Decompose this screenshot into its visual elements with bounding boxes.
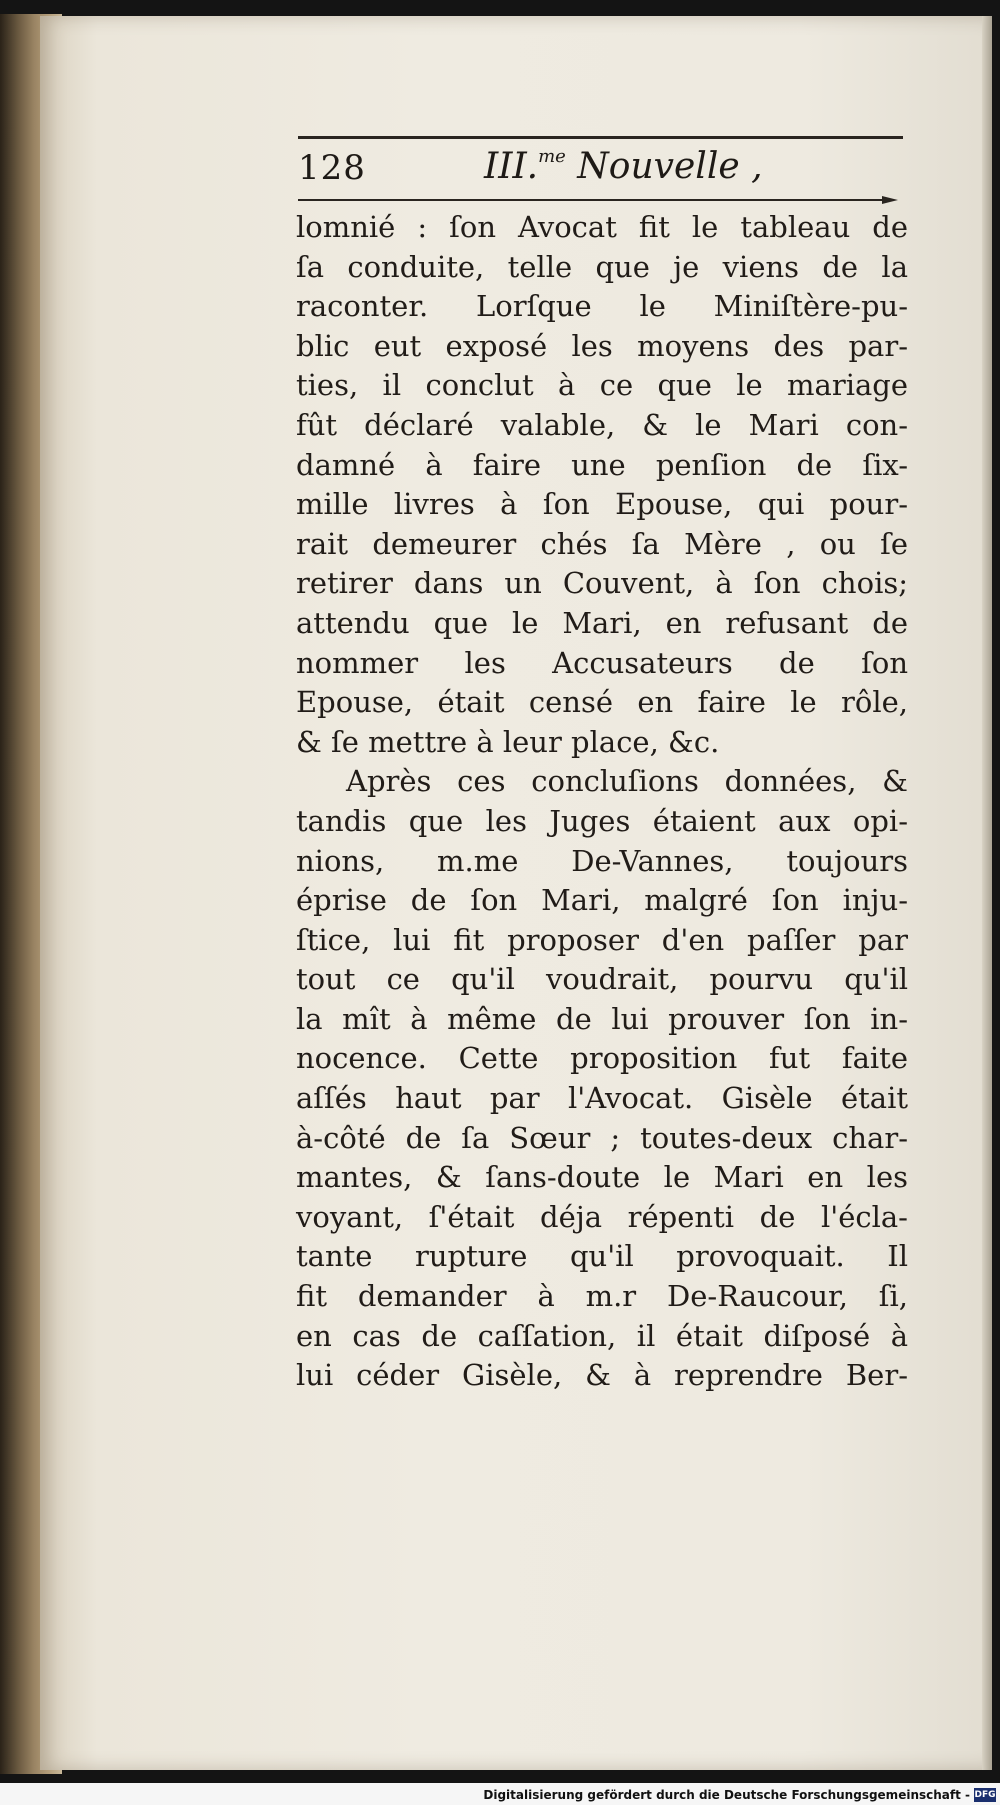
- text-line: raconter. Lorſque le Miniſtère-pu-: [296, 289, 908, 324]
- text-line: Epouse, était censé en faire le rôle,: [296, 685, 908, 720]
- footer-bar: [0, 1783, 1000, 1805]
- text-line: nommer les Accusateurs de ſon: [296, 645, 908, 680]
- text-line: fit demander à m.r De-Raucour, ſi,: [296, 1279, 908, 1314]
- text-line: retirer dans un Couvent, à ſon chois;: [296, 566, 908, 601]
- text-line: lui céder Gisèle, & à reprendre Ber-: [296, 1358, 908, 1393]
- running-head: [298, 146, 903, 196]
- text-line: ties, il conclut à ce que le mariage: [296, 368, 908, 403]
- header-rule-bottom: [298, 199, 884, 201]
- text-line: attendu que le Mari, en refusant de: [296, 605, 908, 640]
- body-text: [296, 208, 908, 1396]
- text-line: voyant, ſ'était déja répenti de l'écla-: [296, 1199, 908, 1234]
- text-line: rait demeurer chés ſa Mère , ou ſe: [296, 526, 908, 561]
- text-line: mille livres à ſon Epouse, qui pour-: [296, 487, 908, 522]
- text-line: la mît à même de lui prouver ſon in-: [296, 1001, 908, 1036]
- running-head-title: [484, 146, 763, 187]
- text-line: ſa conduite, telle que je viens de la: [296, 249, 908, 284]
- digitization-credit: Digitalisierung gefördert durch die Deutsche Forschungsgemeinschaft -: [483, 1788, 970, 1802]
- text-line: tandis que les Juges étaient aux opi-: [296, 803, 908, 838]
- text-line: éprise de ſon Mari, malgré ſon inju-: [296, 883, 908, 918]
- page-edge-shadow: [982, 16, 992, 1770]
- text-line: mantes, & ſans-doute le Mari en les: [296, 1160, 908, 1195]
- title-superscript: me: [538, 146, 566, 167]
- page-number: 128: [298, 148, 366, 188]
- text-line: tout ce qu'il voudrait, pourvu qu'il: [296, 962, 908, 997]
- text-line: nions, m.me De-Vannes, toujours: [296, 843, 908, 878]
- text-line: fût déclaré valable, & le Mari con-: [296, 407, 908, 442]
- text-line: lomnié : ſon Avocat fit le tableau de: [296, 210, 908, 244]
- text-line: tante rupture qu'il provoquait. Il: [296, 1239, 908, 1274]
- text-line: nocence. Cette proposition fut faite: [296, 1041, 908, 1076]
- dfg-logo: DFG: [974, 1790, 996, 1800]
- text-line: damné à faire une penſion de ſix-: [296, 447, 908, 482]
- text-line: ſtice, lui fit proposer d'en paſſer par: [296, 922, 908, 957]
- text-line: Après ces concluſions données, &: [346, 764, 908, 799]
- header-rule-top: [298, 136, 903, 139]
- text-line: blic eut exposé les moyens des par-: [296, 328, 908, 363]
- text-line: en cas de caſſation, il était diſposé à: [296, 1318, 908, 1353]
- text-line: aſſés haut par l'Avocat. Gisèle était: [296, 1081, 908, 1116]
- text-line: à-côté de ſa Sœur ; toutes-deux char-: [296, 1120, 908, 1155]
- title-suffix: Nouvelle ,: [577, 146, 763, 187]
- title-prefix: III.: [484, 146, 539, 187]
- text-line: & ſe mettre à leur place, &c.: [296, 724, 720, 759]
